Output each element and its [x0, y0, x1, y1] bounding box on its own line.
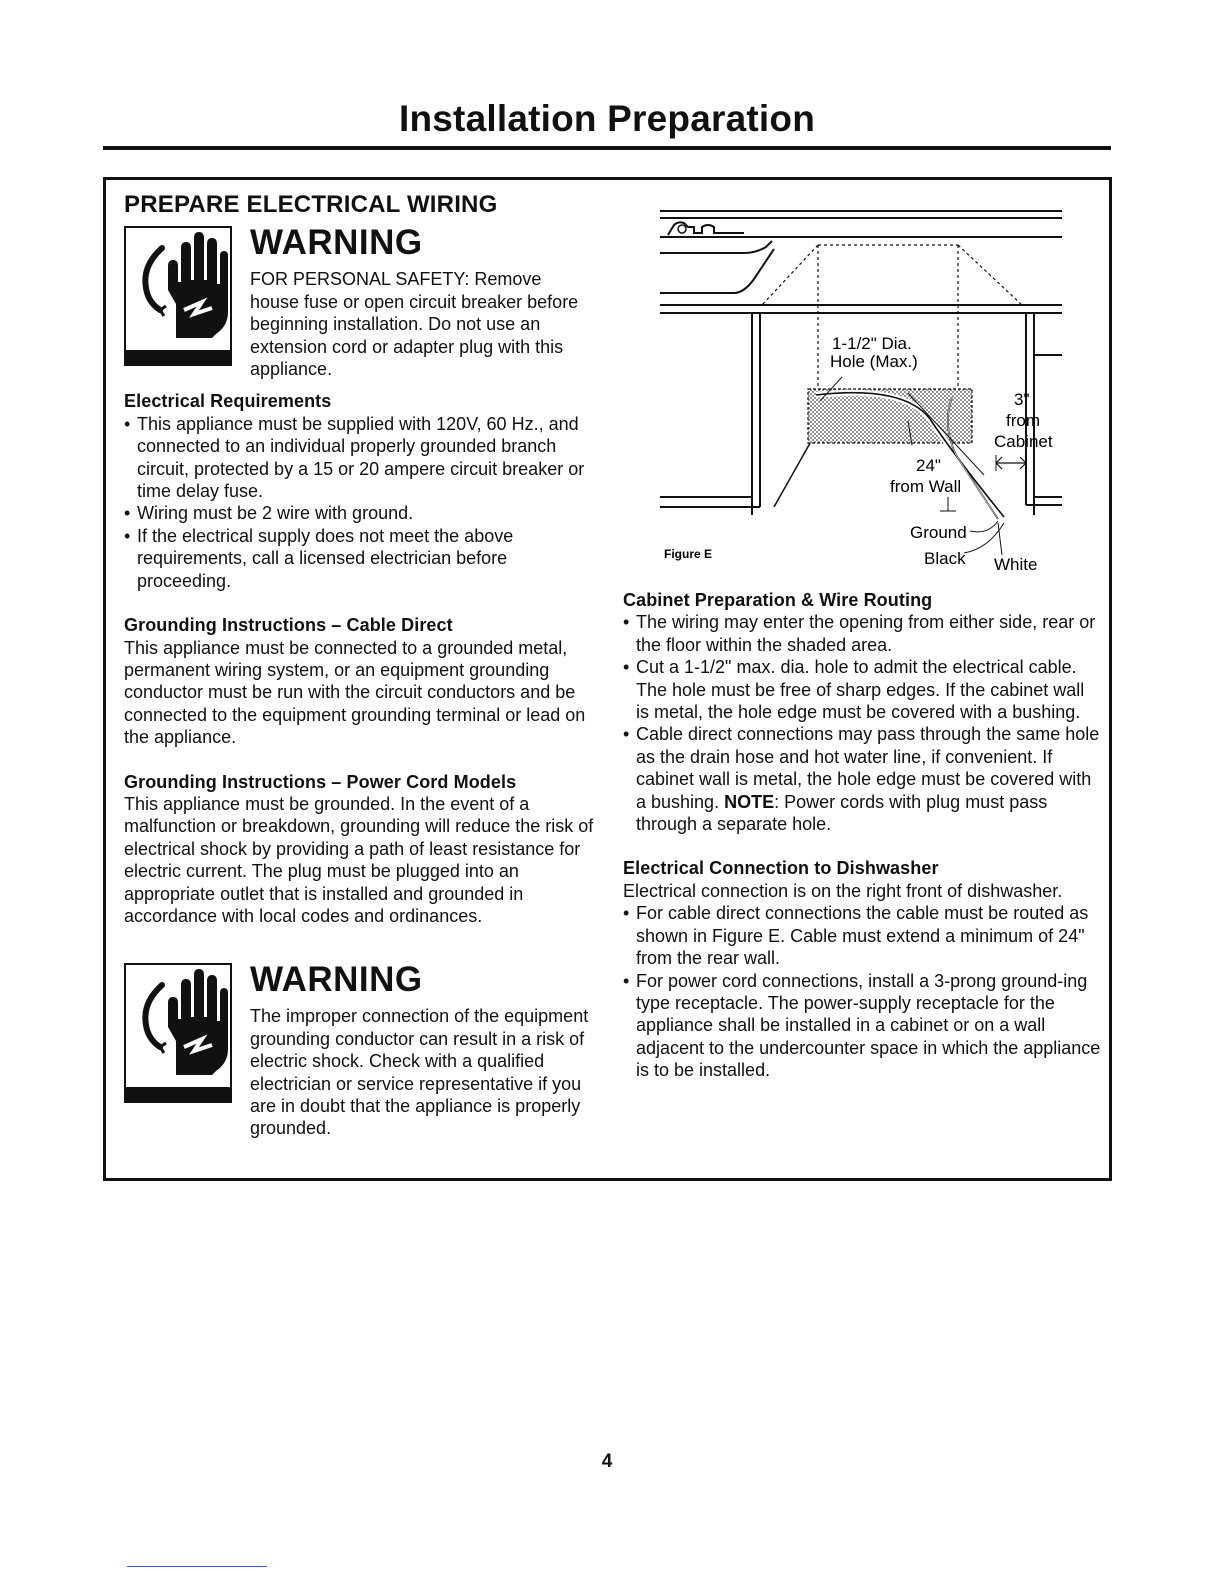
note-label: NOTE — [724, 791, 775, 812]
right-column — [623, 589, 1101, 1082]
figure-ground-label: Ground — [910, 523, 967, 542]
list-item: • For power cord connections, install a 3-prong ground-ing type receptacle. The power-supply receptacle for the appliance shall be installed in a cabinet or on a wall adjacent to the undercounter space in which the appliance is to be installed. — [623, 970, 1101, 1082]
electric-shock-hand-icon — [124, 226, 232, 366]
warning-heading-2: WARNING — [250, 960, 423, 1000]
list-item: • This appliance must be supplied with 120V, 60 Hz., and connected to an individual properly grounded branch circuit, protected by a 15 or 20 ampere circuit breaker or time delay fuse. — [124, 413, 594, 503]
figure-e-diagram — [654, 205, 1066, 585]
grounding-cord-text: This appliance must be grounded. In the event of a malfunction or breakdown, grounding will reduce the risk of electrical shock by providing a path of least resistance for electric current. The plug must be plugged into an appropriate outlet that is installed and grounded in accordance with local codes and ordinances. — [124, 793, 594, 926]
bottom-link-underline — [127, 1566, 267, 1567]
figure-wall-label-2: from Wall — [890, 477, 962, 496]
figure-wall-label-1: 24" — [916, 456, 941, 475]
list-item: • Wiring must be 2 wire with ground. — [124, 502, 594, 524]
figure-cabinet-label-1: 3" — [1014, 390, 1030, 409]
electrical-connection-heading: Electrical Connection to Dishwasher — [623, 858, 939, 879]
figure-cabinet-label-2: from — [1006, 411, 1040, 430]
electric-shock-hand-icon — [124, 963, 232, 1103]
note-text: : Power cords with plug must pass through a separate hole. — [636, 791, 1048, 835]
warning-body-1: FOR PERSONAL SAFETY: Remove house fuse or open circuit breaker before beginning installation. Do not use an extension cord or adapter plug with this appliance. — [250, 269, 579, 380]
list-item — [623, 723, 1101, 835]
figure-black-label: Black — [924, 549, 966, 568]
electrical-requirements-heading: Electrical Requirements — [124, 391, 332, 412]
electrical-requirements-list — [124, 413, 594, 592]
warning-text-2 — [250, 961, 594, 1139]
figure-white-label: White — [994, 555, 1038, 574]
page-title: Installation Preparation — [399, 98, 815, 139]
figure-cabinet-label-3: Cabinet — [994, 432, 1053, 451]
warning-text-1 — [250, 224, 594, 380]
cabinet-prep-heading: Cabinet Preparation & Wire Routing — [623, 590, 933, 610]
cabinet-prep-list — [623, 611, 1101, 835]
list-item: • The wiring may enter the opening from either side, rear or the floor within the shaded area. — [623, 611, 1101, 656]
grounding-cord-heading: Grounding Instructions – Power Cord Models — [124, 771, 517, 792]
figure-caption: Figure E — [664, 547, 713, 561]
electrical-connection-list — [623, 902, 1101, 1081]
page-number: 4 — [601, 1451, 613, 1472]
cable-direct-text: Cable direct connections may pass through the same hole as the drain hose and hot water line, if convenient. If cabinet wall is metal, the hole edge must be covered with a bushing. — [636, 724, 1100, 812]
list-item: • For cable direct connections the cable must be routed as shown in Figure E. Cable must extend a minimum of 24" from the rear wall. — [623, 902, 1101, 969]
left-column — [124, 191, 594, 1140]
figure-hole-label-1: 1-1/2" Dia. — [832, 334, 912, 353]
figure-hole-label-2: Hole (Max.) — [830, 352, 918, 371]
section-title: PREPARE ELECTRICAL WIRING — [124, 191, 498, 218]
grounding-cable-text: This appliance must be connected to a grounded metal, permanent wiring system, or an equipment grounding conductor must be run with the circuit conductors and be connected to the equipment grounding terminal or lead on the appliance. — [124, 637, 586, 748]
warning-block-1 — [124, 224, 594, 380]
list-item: • Cut a 1-1/2" max. dia. hole to admit the electrical cable. The hole must be free of sharp edges. If the cabinet wall is metal, the hole edge must be covered with a bushing. — [623, 656, 1101, 723]
electrical-connection-intro: Electrical connection is on the right front of dishwasher. — [623, 880, 1063, 901]
list-item: • If the electrical supply does not meet the above requirements, call a licensed electrician before proceeding. — [124, 525, 594, 592]
title-rule — [103, 146, 1111, 150]
grounding-cable-heading: Grounding Instructions – Cable Direct — [124, 615, 453, 636]
warning-heading-1: WARNING — [250, 223, 423, 263]
warning-block-2 — [124, 961, 594, 1139]
warning-body-2: The improper connection of the equipment grounding conductor can result in a risk of electric shock. Check with a qualified electrician or service representative if you are in doubt that the appliance is properly grounded. — [250, 1006, 589, 1139]
